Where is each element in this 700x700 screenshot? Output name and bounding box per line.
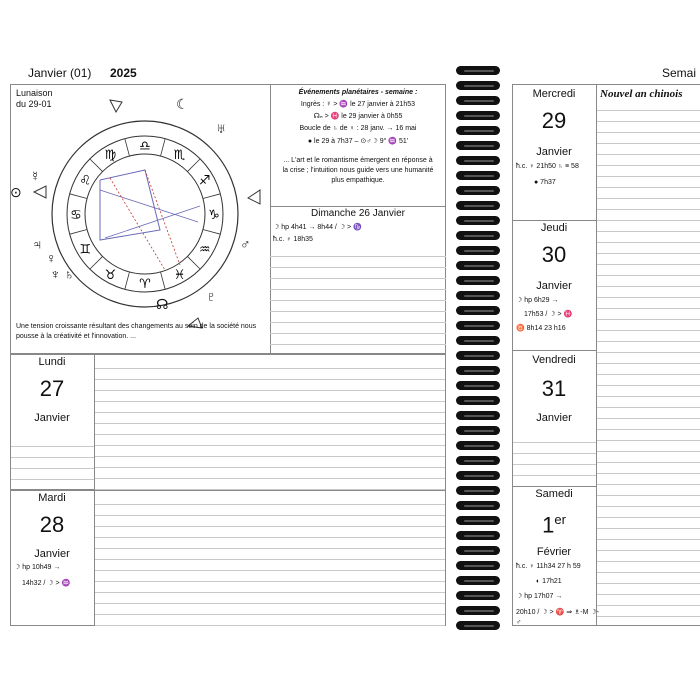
pluto-glyph-icon: ♇ — [206, 288, 217, 304]
spiral-coil — [452, 619, 508, 633]
samedi-separator — [512, 486, 596, 487]
coil-loop — [456, 126, 500, 135]
zodiac-sign-icon: ♋ — [70, 208, 82, 223]
coil-shine — [464, 460, 494, 462]
coil-loop — [456, 606, 500, 615]
zodiac-spoke — [125, 139, 130, 156]
vendredi-name: Vendredi — [532, 354, 576, 366]
spiral-coil — [452, 319, 508, 333]
coil-shine — [464, 400, 494, 402]
coil-loop — [456, 621, 500, 630]
spiral-coil — [452, 274, 508, 288]
coil-loop — [456, 531, 500, 540]
spiral-coil — [452, 574, 508, 588]
jeudi-separator — [512, 220, 596, 221]
event-3: Boucle de ♄ de ♀ : 28 janv. → 16 mai — [299, 125, 417, 132]
zodiac-sign-icon: ♎ — [139, 139, 151, 154]
coil-shine — [464, 265, 494, 267]
lunaison-line-1: Lunaison — [16, 88, 53, 98]
event-1: Ingrès : ☿ > ♒ le 27 janvier à 21h53 — [300, 101, 416, 108]
spiral-coil — [452, 289, 508, 303]
lunaison-line-2: du 29-01 — [16, 99, 52, 109]
zodiac-spoke — [187, 159, 200, 172]
coil-loop — [456, 486, 500, 495]
event-4: ● le 29 à 7h37 – ⊙♂☽ 9° ♒ 51' — [307, 138, 409, 145]
coil-shine — [464, 505, 494, 507]
mardi-number: 28 — [39, 512, 65, 537]
coil-loop — [456, 366, 500, 375]
samedi-note-3: ☽ hp 17h07 → — [516, 593, 563, 600]
week-header: Semai — [662, 66, 697, 80]
coil-shine — [464, 190, 494, 192]
spiral-coil — [452, 109, 508, 123]
coil-shine — [464, 430, 494, 432]
coil-shine — [464, 550, 494, 552]
zodiac-spoke — [90, 159, 103, 172]
coil-shine — [464, 325, 494, 327]
sunday-note-2: ħ.c. ♀ 18h35 — [273, 236, 313, 243]
coil-loop — [456, 306, 500, 315]
samedi-name: Samedi — [535, 488, 573, 500]
samedi-note-1: ħ.c. ♀ 11h34 27 h 59 — [516, 563, 581, 570]
astrological-chart — [10, 90, 272, 330]
coil-shine — [464, 220, 494, 222]
spiral-coil — [452, 589, 508, 603]
sunday-note-1: ☽ hp 4h41 → 8h44 / ☽ > ♑ — [273, 224, 362, 231]
mercredi-note-1: ħ.c. ♀ 21h50 ♄ ≡ 58 — [516, 163, 579, 170]
spiral-coil — [452, 604, 508, 618]
zodiac-spoke — [161, 272, 166, 289]
jeudi-note-3: ♉ 8h14 23 h16 — [516, 325, 566, 332]
coil-shine — [464, 370, 494, 372]
coil-loop — [456, 276, 500, 285]
coil-shine — [464, 415, 494, 417]
coil-shine — [464, 625, 494, 627]
coil-shine — [464, 145, 494, 147]
spiral-coil — [452, 454, 508, 468]
uranus-glyph-icon: ♅ — [216, 120, 227, 136]
zodiac-sign-icon: ♍ — [104, 148, 117, 164]
spiral-coil — [452, 304, 508, 318]
spiral-coil — [452, 124, 508, 138]
coil-shine — [464, 115, 494, 117]
mercredi-number: 29 — [541, 108, 567, 133]
coil-loop — [456, 441, 500, 450]
coil-shine — [464, 235, 494, 237]
right-ruled-lines — [597, 100, 700, 617]
zodiac-sign-icon: ♊ — [79, 242, 92, 258]
coil-loop — [456, 201, 500, 210]
jeudi-number: 30 — [541, 242, 567, 267]
coil-shine — [464, 250, 494, 252]
vendredi-side-lines — [513, 432, 596, 487]
coil-loop — [456, 156, 500, 165]
zodiac-sign-icon: ♈ — [139, 277, 151, 292]
zodiac-spoke — [161, 139, 166, 156]
coil-shine — [464, 565, 494, 567]
zodiac-spoke — [90, 256, 103, 269]
coil-shine — [464, 535, 494, 537]
spiral-coil — [452, 514, 508, 528]
coil-loop — [456, 561, 500, 570]
coil-shine — [464, 610, 494, 612]
coil-loop — [456, 141, 500, 150]
coil-shine — [464, 580, 494, 582]
spiral-coil — [452, 139, 508, 153]
lundi-ruled-lines — [95, 358, 445, 490]
coil-loop — [456, 516, 500, 525]
coil-loop — [456, 426, 500, 435]
venus-glyph-icon: ♀ — [46, 250, 57, 266]
coil-shine — [464, 280, 494, 282]
jeudi-month: Janvier — [536, 280, 572, 292]
mardi-note-2: 14h32 / ☽ > ♒ — [22, 580, 71, 587]
top-note: Nouvel an chinois — [600, 88, 683, 100]
left-page — [10, 60, 446, 626]
mercredi-month: Janvier — [536, 146, 572, 158]
coil-shine — [464, 385, 494, 387]
coil-shine — [464, 295, 494, 297]
spiral-coil — [452, 244, 508, 258]
mercury-glyph-icon: ☿ — [30, 168, 41, 184]
zodiac-spoke — [187, 256, 200, 269]
lundi-name: Lundi — [38, 356, 66, 368]
vendredi-separator — [512, 350, 596, 351]
sunday-title: Dimanche 26 Janvier — [311, 208, 405, 219]
mercredi-note-2: ● 7h37 — [534, 179, 556, 186]
coil-loop — [456, 381, 500, 390]
mercredi-name: Mercredi — [532, 88, 576, 100]
coil-shine — [464, 205, 494, 207]
coil-loop — [456, 216, 500, 225]
mardi-note-1: ☽ hp 10h49 → — [14, 564, 61, 571]
coil-shine — [464, 490, 494, 492]
spiral-coil — [452, 424, 508, 438]
coil-loop — [456, 231, 500, 240]
jeudi-name: Jeudi — [540, 222, 568, 234]
spiral-coil — [452, 259, 508, 273]
jeudi-note-1: ☽ hp 6h29 → — [516, 297, 559, 304]
samedi-note-4: 20h10 / ☽ > ♈ ⇒ ♗-M ☽-♂ — [516, 609, 600, 626]
lundi-number: 27 — [39, 376, 65, 401]
coil-shine — [464, 130, 494, 132]
coil-shine — [464, 520, 494, 522]
coil-loop — [456, 261, 500, 270]
coil-shine — [464, 475, 494, 477]
spiral-coil — [452, 484, 508, 498]
samedi-number-sup: er — [554, 512, 566, 527]
spiral-coil — [452, 499, 508, 513]
event-2: ☊ₙ > ♓ le 29 janvier à 0h55 — [313, 113, 403, 120]
neptune-glyph-icon: ♆ — [50, 266, 61, 282]
coil-loop — [456, 411, 500, 420]
coil-shine — [464, 310, 494, 312]
zodiac-sign-icon: ♓ — [173, 267, 186, 283]
coil-shine — [464, 340, 494, 342]
jeudi-note-2: 17h53 / ☽ > ♓ — [524, 311, 573, 318]
coil-loop — [456, 246, 500, 255]
spiral-coil — [452, 349, 508, 363]
coil-loop — [456, 456, 500, 465]
zodiac-spoke — [203, 230, 220, 235]
coil-shine — [464, 445, 494, 447]
coil-shine — [464, 160, 494, 162]
spiral-coil — [452, 334, 508, 348]
spiral-coil — [452, 229, 508, 243]
coil-shine — [464, 175, 494, 177]
event-5: ... L'art et le romantisme émergent en réponse à la crise ; l'intuition nous guide vers une humanité plus empathique. — [282, 157, 434, 184]
year-label: 2025 — [110, 66, 137, 80]
spiral-coil — [452, 64, 508, 78]
spiral-coil — [452, 544, 508, 558]
spiral-coil — [452, 169, 508, 183]
coil-loop — [456, 291, 500, 300]
spiral-coil — [452, 199, 508, 213]
coil-loop — [456, 471, 500, 480]
coil-shine — [464, 70, 494, 72]
coil-loop — [456, 66, 500, 75]
spiral-coil — [452, 79, 508, 93]
coil-loop — [456, 81, 500, 90]
spiral-coil — [452, 469, 508, 483]
coil-loop — [456, 576, 500, 585]
coil-loop — [456, 321, 500, 330]
right-page — [512, 60, 700, 626]
zodiac-sign-icon: ♑ — [208, 208, 220, 223]
coil-loop — [456, 396, 500, 405]
spiral-coil — [452, 184, 508, 198]
zodiac-spoke — [125, 272, 130, 289]
moon-glyph-icon: ☾ — [176, 96, 189, 112]
zodiac-spoke — [70, 194, 87, 199]
samedi-number-value: 1 — [542, 512, 555, 538]
coil-loop — [456, 351, 500, 360]
samedi-month: Février — [536, 546, 572, 558]
spiral-coil — [452, 154, 508, 168]
sun-glyph-icon: ⊙ — [10, 184, 22, 200]
spiral-coil — [452, 394, 508, 408]
tension-text: Une tension croissante résultant des changements au sein de la société nous pousse à la créativité et l'innovation. ... — [16, 323, 257, 340]
events-title: Événements planétaires - semaine : — [298, 89, 418, 96]
vendredi-month: Janvier — [536, 412, 572, 424]
spiral-coil — [452, 94, 508, 108]
samedi-note-2: ◐ 17h21 — [536, 578, 562, 585]
spiral-coil — [452, 379, 508, 393]
spiral-coil — [452, 364, 508, 378]
coil-shine — [464, 355, 494, 357]
coil-loop — [456, 501, 500, 510]
lundi-side-lines — [11, 436, 94, 480]
spiral-coil — [452, 439, 508, 453]
saturn-glyph-icon: ♄ — [64, 266, 75, 282]
coil-loop — [456, 171, 500, 180]
spiral-coil — [452, 214, 508, 228]
aspect-lines — [100, 170, 200, 270]
zodiac-sign-icon: ♐ — [198, 173, 211, 189]
coil-loop — [456, 591, 500, 600]
coil-shine — [464, 595, 494, 597]
coil-loop — [456, 111, 500, 120]
mardi-name: Mardi — [38, 492, 66, 504]
mars-glyph-icon: ♂ — [240, 236, 251, 252]
zodiac-spoke — [203, 194, 220, 199]
samedi-number — [512, 512, 596, 538]
spiral-coil — [452, 529, 508, 543]
zodiac-sign-icon: ♉ — [104, 267, 117, 283]
jupiter-glyph-icon: ♃ — [32, 236, 43, 252]
zodiac-sign-icon: ♌ — [79, 173, 92, 189]
coil-loop — [456, 336, 500, 345]
zodiac-sign-icon: ♒ — [198, 242, 211, 258]
spiral-coil — [452, 409, 508, 423]
sunday-ruled-lines — [270, 246, 446, 345]
coil-loop — [456, 96, 500, 105]
node-glyph-icon: ☊ — [156, 296, 169, 312]
coil-shine — [464, 85, 494, 87]
lundi-month: Janvier — [34, 412, 70, 424]
month-label: Janvier (01) — [28, 66, 92, 80]
zodiac-sign-icon: ♏ — [173, 148, 186, 164]
coil-loop — [456, 186, 500, 195]
coil-loop — [456, 546, 500, 555]
coil-shine — [464, 100, 494, 102]
zodiac-spoke — [70, 230, 87, 235]
sunday-separator — [270, 206, 446, 207]
mardi-ruled-lines — [95, 494, 445, 626]
spiral-coil — [452, 559, 508, 573]
vendredi-number: 31 — [541, 376, 567, 401]
mardi-month: Janvier — [34, 548, 70, 560]
